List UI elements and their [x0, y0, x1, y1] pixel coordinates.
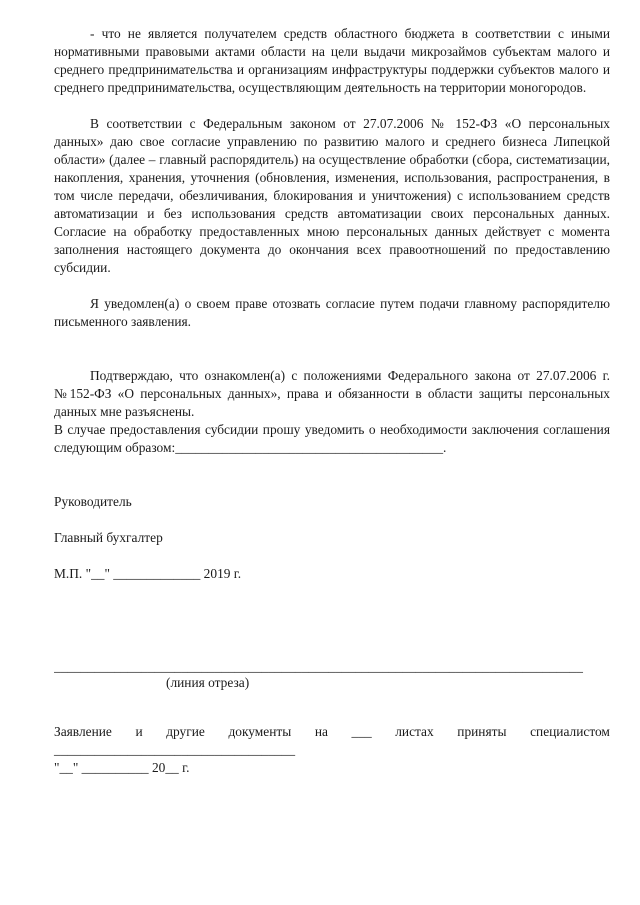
- paragraph-revoke-right: Я уведомлен(а) о своем праве отозвать согласие путем подачи главному распорядителю письменного заявления.: [54, 296, 610, 329]
- acceptance-sheets-blank: ___: [351, 724, 372, 739]
- acceptance-word: специалистом: [530, 724, 610, 739]
- stamp-date-line: М.П. "__" _____________ 2019 г.: [54, 566, 242, 581]
- acceptance-text: [54, 723, 610, 741]
- acceptance-word: приняты: [457, 724, 507, 739]
- acceptance-section: [54, 723, 610, 777]
- paragraph-acknowledgement: Подтверждаю, что ознакомлен(а) с положениями Федерального закона от 27.07.2006 г. №152-ФЗ «О персональных данных», права и обязанности в области защиты персональных данных мне разъяснены.: [54, 368, 610, 419]
- specialist-signature-line: ____________________________________: [54, 742, 296, 757]
- acceptance-word: другие: [166, 724, 205, 739]
- signature-head-label: Руководитель: [54, 494, 132, 509]
- signature-accountant-label: Главный бухгалтер: [54, 530, 163, 545]
- cut-line-label: (линия отреза): [166, 675, 250, 690]
- paragraph-consent: В соответствии с Федеральным законом от 27.07.2006 № 152-ФЗ «О персональных данных» даю свое согласие управлению по развитию малого и среднего бизнеса Липецкой области» (далее – главный распорядитель) на осуществление обработки (сбора, систематизации, накопления, хранения, уточнения (обновления, изменения, использования, распространения, в том числе передачи, обезличивания, блокирования и уничтожения) с использованием средств автоматизации и без использования средств автоматизации своих персональных данных. Согласие на обработку предоставленных мною персональных данных действует с момента заполнения настоящего документа до окончания всех правоотношений по предоставлению субсидии.: [54, 116, 610, 275]
- acceptance-date-line: "__" __________ 20__ г.: [54, 760, 190, 775]
- paragraph-not-recipient: - что не является получателем средств областного бюджета в соответствии с иными нормативными правовыми актами области на цели выдачи микрозаймов субъектам малого и среднего предпринимательства и организациям инфраструктуры поддержки субъектов малого и среднего предпринимательства, осуществляющим деятельность на территории моногородов.: [54, 26, 610, 95]
- cut-line: _______________________________________________________________________________: [54, 659, 583, 674]
- acceptance-word: документы: [228, 724, 292, 739]
- paragraph-notification: В случае предоставления субсидии прошу уведомить о необходимости заключения соглашения следующим образом:________________________________________.: [54, 422, 610, 455]
- acceptance-word: листах: [395, 724, 434, 739]
- document-body: [54, 25, 610, 583]
- acceptance-word: Заявление: [54, 724, 112, 739]
- acceptance-word: и: [135, 724, 143, 739]
- acceptance-word: на: [314, 724, 328, 739]
